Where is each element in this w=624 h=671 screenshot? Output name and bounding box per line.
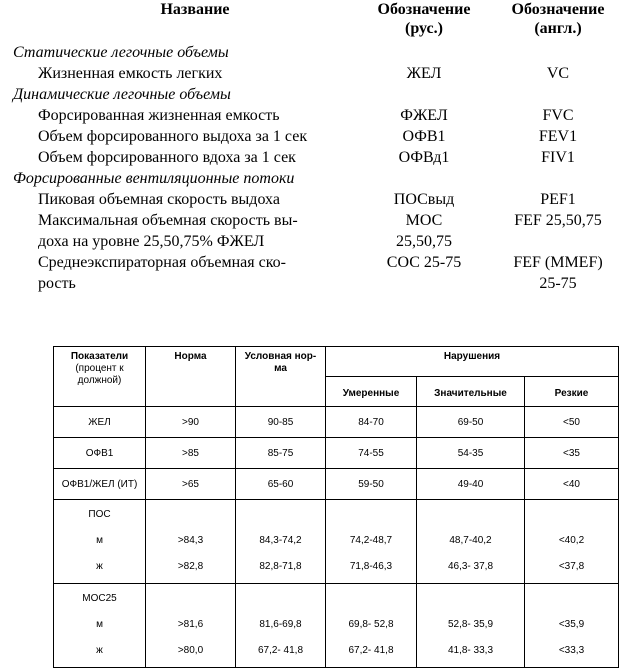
group-title: МОС25: [82, 593, 117, 604]
term-name: Объем форсированного выдоха за 1 сек: [38, 128, 308, 145]
term-row: [0, 273, 624, 294]
norms-table: [53, 346, 619, 668]
group-sub-moderate: 69,8- 52,8: [348, 619, 394, 630]
group-spacer: [146, 586, 235, 612]
group-sub-significant: 48,7-40,2: [449, 535, 492, 546]
term-name: Максимальная объемная скорость вы-: [38, 212, 298, 229]
header-en-line1: Обозначение: [511, 1, 605, 18]
group-spacer: [525, 586, 618, 612]
group-cell-severe: [525, 500, 619, 584]
term-en: FEF 25,50,75: [514, 212, 602, 229]
term-row: [0, 231, 624, 252]
group-sub-significant: 41,8- 33,3: [447, 645, 494, 656]
cell-norm: >65: [146, 469, 236, 500]
group-sub-severe: <33,3: [558, 645, 585, 656]
group-sub-moderate: 67,2- 41,8: [348, 645, 394, 656]
term-ru: 25,50,75: [396, 233, 452, 250]
group-sub-norm: >81,6: [177, 619, 204, 630]
header-indicator: [54, 347, 146, 407]
term-row: [0, 210, 624, 231]
term-ru: ПОСвыд: [393, 191, 455, 208]
term-ru: ФЖЕЛ: [400, 107, 448, 124]
section-title: Форсированные вентиляционные потоки: [13, 170, 295, 187]
cell-cond: 65-60: [236, 469, 326, 500]
group-spacer: [525, 502, 618, 528]
group-spacer: [326, 502, 416, 528]
header-ru: [366, 0, 482, 38]
cell-name: ЖЕЛ: [54, 407, 146, 438]
terminology-body: [0, 42, 624, 294]
header-norm: Норма: [146, 347, 236, 407]
section-row: [0, 42, 624, 63]
group-sub-label: м: [96, 535, 103, 546]
cell-norm: >90: [146, 407, 236, 438]
group-sub-severe: <37,8: [558, 561, 585, 572]
group-cell-significant: [417, 584, 525, 668]
header-severe: Резкие: [525, 377, 619, 407]
terminology-table: [0, 0, 624, 294]
group-title: ПОС: [88, 509, 111, 520]
group-sub-cond: 82,8-71,8: [259, 561, 302, 572]
term-name: Форсированная жизненная емкость: [38, 107, 280, 124]
term-en: FEV1: [538, 128, 578, 145]
term-en: FEF (MMEF): [513, 254, 603, 271]
term-name: Объем форсированного вдоха за 1 сек: [38, 149, 296, 166]
group-cell-severe: [525, 584, 619, 668]
group-cell-moderate: [326, 584, 417, 668]
term-ru: МОС: [405, 212, 443, 229]
table-row: [54, 469, 619, 500]
table-row: [54, 407, 619, 438]
group-cell-cond: [236, 584, 326, 668]
group-cell-norm: [146, 584, 236, 668]
header-indicator-line1: Показатели: [70, 351, 129, 362]
header-conditional-norm-line1: Условная нор-: [244, 351, 317, 362]
group-sub-moderate: 74,2-48,7: [349, 535, 393, 546]
cell-cond: 90-85: [236, 407, 326, 438]
section-title: Статические легочные объемы: [13, 44, 229, 61]
term-ru: ОФВ1: [402, 128, 446, 145]
section-row: [0, 84, 624, 105]
group-spacer: [417, 502, 524, 528]
group-cell-cond: [236, 500, 326, 584]
header-violations: Нарушения: [326, 347, 619, 377]
terminology-header-row: [0, 0, 624, 42]
group-sub-norm: >84,3: [177, 535, 204, 546]
term-en: FVC: [542, 107, 574, 124]
group-sub-cond: 84,3-74,2: [259, 535, 302, 546]
cell-severe: <35: [525, 438, 619, 469]
header-ru-line1: Обозначение: [377, 1, 471, 18]
header-indicator-line2: (процент к: [75, 363, 124, 374]
term-row: [0, 147, 624, 168]
cell-severe: <50: [525, 407, 619, 438]
cell-moderate: 59-50: [326, 469, 417, 500]
cell-severe: <40: [525, 469, 619, 500]
header-en: [492, 0, 624, 38]
term-ru: ЖЕЛ: [406, 65, 442, 82]
group-sub-label: ж: [96, 561, 103, 572]
group-cell-significant: [417, 500, 525, 584]
term-name: Пиковая объемная скорость выдоха: [38, 191, 280, 208]
term-en: FIV1: [541, 149, 575, 166]
group-row: [54, 500, 619, 584]
term-name: Среднеэкспираторная объемная ско-: [38, 254, 286, 271]
term-row: [0, 63, 624, 84]
term-en: VC: [546, 65, 570, 82]
group-spacer: [236, 586, 325, 612]
group-sub-significant: 52,8- 35,9: [447, 619, 494, 630]
term-ru: ОФВд1: [398, 149, 450, 166]
group-spacer: [417, 586, 524, 612]
group-sub-severe: <40,2: [558, 535, 585, 546]
group-sub-significant: 46,3- 37,8: [447, 561, 494, 572]
group-row: [54, 584, 619, 668]
term-ru: СОС 25-75: [386, 254, 462, 271]
group-sub-severe: <35,9: [558, 619, 585, 630]
group-sub-norm: >80,0: [177, 645, 204, 656]
header-ru-line2: (рус.): [405, 20, 443, 37]
header-conditional-norm-line2: ма: [274, 363, 287, 374]
cell-moderate: 74-55: [326, 438, 417, 469]
group-sub-label: м: [96, 619, 103, 630]
header-name: Название: [160, 1, 230, 18]
header-moderate: Умеренные: [326, 377, 417, 407]
cell-significant: 54-35: [417, 438, 525, 469]
group-cell-label: [54, 584, 146, 668]
group-sub-cond: 67,2- 41,8: [257, 645, 304, 656]
group-sub-cond: 81,6-69,8: [259, 619, 302, 630]
section-title: Динамические легочные объемы: [13, 86, 231, 103]
group-sub-moderate: 71,8-46,3: [349, 561, 393, 572]
group-spacer: [146, 502, 235, 528]
term-row: [0, 252, 624, 273]
norms-body: [54, 407, 619, 668]
cell-significant: 69-50: [417, 407, 525, 438]
header-conditional-norm: [236, 347, 326, 407]
term-row: [0, 189, 624, 210]
section-row: [0, 168, 624, 189]
term-en: PEF1: [540, 191, 576, 208]
term-row: [0, 126, 624, 147]
group-spacer: [326, 586, 416, 612]
group-cell-moderate: [326, 500, 417, 584]
group-cell-label: [54, 500, 146, 584]
group-sub-label: ж: [96, 645, 103, 656]
cell-name: ОФВ1: [54, 438, 146, 469]
cell-norm: >85: [146, 438, 236, 469]
term-name: Жизненная емкость легких: [38, 65, 223, 82]
header-indicator-line3: должной): [77, 375, 122, 386]
header-significant: Значительные: [417, 377, 525, 407]
group-spacer: [236, 502, 325, 528]
group-sub-norm: >82,8: [177, 561, 204, 572]
term-name: рость: [38, 275, 76, 292]
term-row: [0, 105, 624, 126]
table-row: [54, 438, 619, 469]
term-name: доха на уровне 25,50,75% ФЖЕЛ: [38, 233, 265, 250]
cell-moderate: 84-70: [326, 407, 417, 438]
cell-significant: 49-40: [417, 469, 525, 500]
cell-name: ОФВ1/ЖЕЛ (ИТ): [54, 469, 146, 500]
cell-cond: 85-75: [236, 438, 326, 469]
term-en: 25-75: [539, 275, 577, 292]
group-cell-norm: [146, 500, 236, 584]
header-en-line2: (англ.): [534, 20, 582, 37]
